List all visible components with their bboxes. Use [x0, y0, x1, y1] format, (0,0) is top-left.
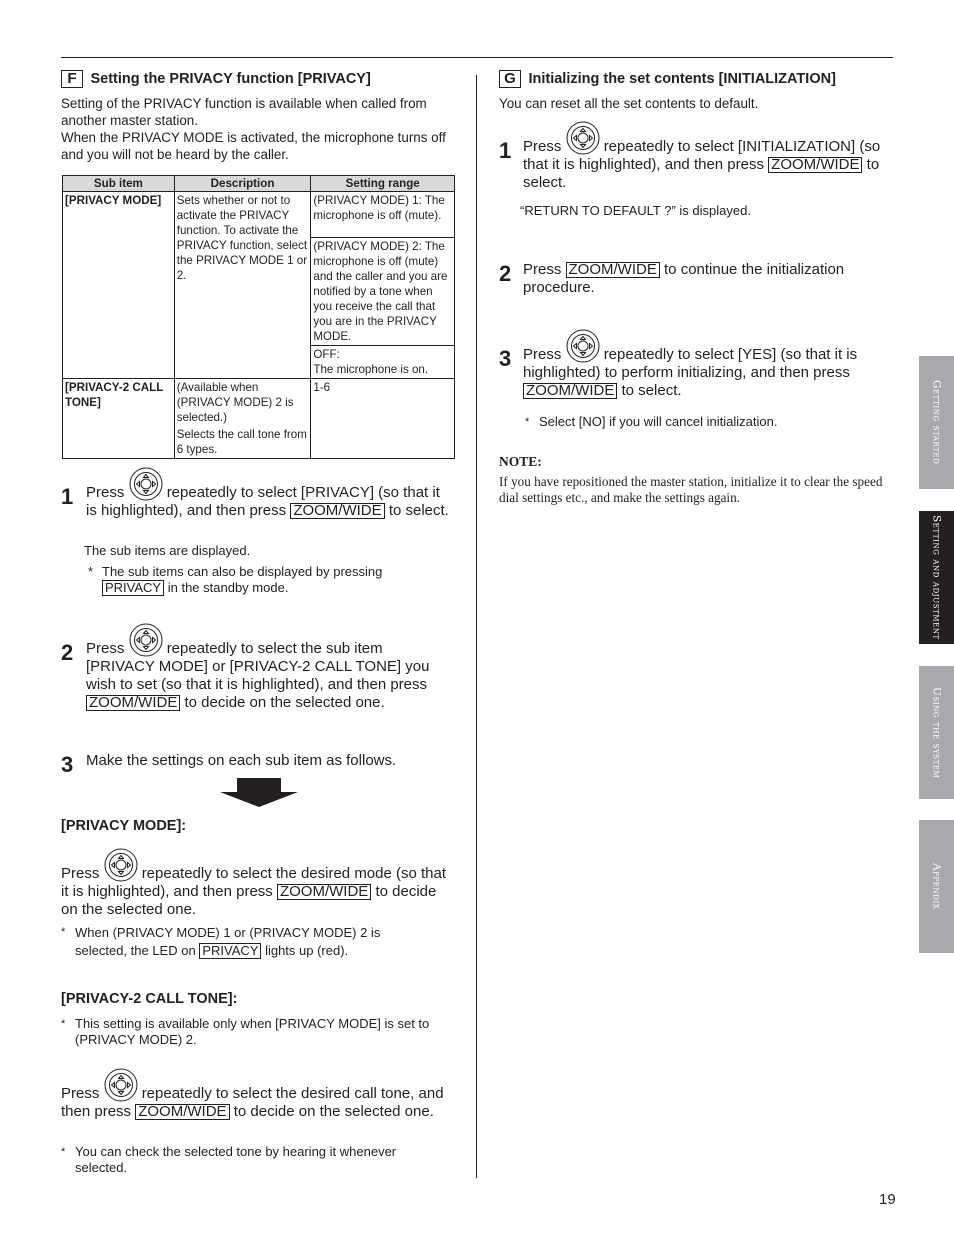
tab-setting-and-adjustment[interactable] — [919, 511, 954, 644]
note-text: The sub items can also be displayed by pressing — [102, 564, 383, 579]
step-number: 3 — [499, 346, 512, 371]
directional-pad-icon — [104, 848, 138, 882]
step-text: Press — [523, 138, 562, 155]
cell-description-line: Selects the call tone from 6 types. — [176, 428, 307, 456]
step-text: Press — [61, 865, 100, 882]
section-f-intro-2: When the PRIVACY MODE is activated, the microphone turns off and you will not be heard by the caller. — [61, 130, 446, 162]
section-g-header — [499, 70, 836, 88]
cell-range-tone: 1-6 — [311, 379, 455, 459]
call-tone-note-2: You can check the selected tone by hearing it whenever selected. — [75, 1144, 397, 1175]
note-text: in the standby mode. — [167, 580, 289, 595]
asterisk: * — [88, 564, 94, 579]
note-text: If you have repositioned the master station, initialize it to clear the speed dial settings etc., and make the settings again. — [499, 474, 883, 505]
privacy-key: PRIVACY — [102, 580, 164, 596]
tab-appendix[interactable] — [919, 820, 954, 953]
cell-range-off-desc: The microphone is on. — [313, 363, 429, 376]
section-f-header — [61, 70, 371, 88]
directional-pad-icon — [129, 623, 163, 657]
privacy-mode-heading: [PRIVACY MODE]: — [61, 818, 187, 834]
cell-sub-item: [PRIVACY MODE] — [63, 192, 175, 379]
tab-label: Appendix — [930, 863, 943, 910]
section-letter-g: G — [499, 70, 521, 88]
privacy-key: PRIVACY — [199, 943, 261, 959]
col-header-description: Description — [174, 176, 311, 192]
tab-label: Getting started — [930, 380, 943, 465]
down-arrow-icon — [218, 778, 300, 808]
step-text: to select. — [388, 502, 449, 519]
step-text: Press — [86, 640, 125, 657]
privacy-mode-text — [61, 848, 451, 919]
step-text: Press — [86, 484, 125, 501]
step-text: repeatedly to select [PRIVACY] (so that it is highlighted), and then press — [86, 484, 440, 519]
section-f-intro — [61, 95, 456, 163]
step-text: to select. — [523, 156, 880, 191]
step-number: 2 — [499, 261, 512, 286]
step-number: 1 — [61, 484, 74, 509]
zoom-wide-key: ZOOM/WIDE — [86, 695, 180, 711]
g-step-1-result: “RETURN TO DEFAULT ?” is displayed. — [520, 203, 751, 218]
g-step-3-note: Select [NO] if you will cancel initialization. — [539, 414, 778, 429]
cell-range-off-label: OFF: — [313, 348, 340, 361]
column-divider — [476, 75, 477, 1178]
step-text: repeatedly to select the desired mode (so that it is highlighted), and then press — [61, 865, 447, 900]
cell-range-off — [311, 346, 455, 379]
zoom-wide-key: ZOOM/WIDE — [523, 383, 617, 399]
section-letter-f: F — [61, 70, 83, 88]
call-tone-heading: [PRIVACY-2 CALL TONE]: — [61, 991, 238, 1007]
step-3-text: Make the settings on each sub item as follows. — [86, 752, 397, 769]
asterisk: * — [525, 416, 530, 428]
cell-description: Sets whether or not to activate the PRIVACY function. To activate the PRIVACY function, select the PRIVACY MODE 1 or 2. — [174, 192, 311, 379]
step-text: Press — [523, 261, 562, 278]
top-rule — [61, 57, 893, 58]
asterisk: * — [61, 926, 66, 938]
step-text: to continue the initialization procedure. — [523, 261, 845, 296]
table-row — [63, 379, 455, 459]
cell-range-mode2: (PRIVACY MODE) 2: The microphone is off (mute) and the caller and you are notified by a tone when you receive the call that you are in the PRIVACY MODE. — [311, 238, 455, 346]
note-text: When (PRIVACY MODE) 1 or (PRIVACY MODE) 2 is selected, the LED on — [75, 925, 381, 958]
zoom-wide-key: ZOOM/WIDE — [277, 884, 371, 900]
call-tone-note: This setting is available only when [PRIVACY MODE] is set to (PRIVACY MODE) 2. — [75, 1016, 430, 1047]
cell-description-line: (Available when (PRIVACY MODE) 2 is selected.) — [176, 381, 294, 424]
directional-pad-icon — [566, 329, 600, 363]
step-2-text — [86, 623, 454, 712]
note-label: NOTE: — [499, 454, 542, 469]
table-header-row — [63, 176, 455, 192]
step-text: repeatedly to select the sub item [PRIVACY MODE] or [PRIVACY-2 CALL TONE] you wish to set (so that it is highlighted), and then press — [86, 640, 430, 693]
note-text: lights up (red). — [265, 943, 349, 958]
zoom-wide-key: ZOOM/WIDE — [566, 262, 660, 278]
step-text: to decide on the selected one. — [233, 1103, 434, 1120]
directional-pad-icon — [129, 467, 163, 501]
step-1-text — [86, 467, 451, 520]
call-tone-text — [61, 1068, 453, 1121]
directional-pad-icon — [566, 121, 600, 155]
step-text: repeatedly to select the desired call tone, and then press — [61, 1085, 444, 1120]
asterisk: * — [61, 1146, 66, 1158]
step-text: repeatedly to select [INITIALIZATION] (so that it is highlighted), and then press — [523, 138, 881, 173]
section-f-intro-1: Setting of the PRIVACY function is available when called from another master station. — [61, 96, 427, 128]
step-1-result: The sub items are displayed. — [84, 543, 251, 558]
tab-using-the-system[interactable] — [919, 666, 954, 799]
directional-pad-icon — [104, 1068, 138, 1102]
col-header-setting-range: Setting range — [311, 176, 455, 192]
privacy-settings-table — [62, 175, 455, 459]
step-number: 1 — [499, 138, 512, 163]
step-number: 2 — [61, 640, 74, 665]
asterisk: * — [61, 1018, 66, 1030]
step-1-note — [102, 564, 442, 596]
tab-label: Using the system — [930, 686, 943, 779]
tab-label: Setting and adjustment — [930, 515, 943, 640]
g-step-3-text — [523, 329, 893, 400]
col-header-sub-item: Sub item — [63, 176, 175, 192]
privacy-mode-note — [75, 924, 420, 960]
g-step-1-text — [523, 121, 898, 192]
cell-range-mode1: (PRIVACY MODE) 1: The microphone is off (mute). — [311, 192, 455, 238]
cell-description — [174, 379, 311, 459]
tab-getting-started[interactable] — [919, 356, 954, 489]
table-row — [63, 192, 455, 238]
page-number: 19 — [879, 1191, 896, 1208]
section-g-title: Initializing the set contents [INITIALIZATION] — [528, 71, 836, 87]
section-g-intro: You can reset all the set contents to default. — [499, 96, 759, 111]
zoom-wide-key: ZOOM/WIDE — [135, 1104, 229, 1120]
step-text: to decide on the selected one. — [184, 694, 385, 711]
step-text: Press — [61, 1085, 100, 1102]
step-number: 3 — [61, 752, 74, 777]
step-text: to decide on the selected one. — [61, 883, 437, 918]
section-f-title: Setting the PRIVACY function [PRIVACY] — [90, 71, 371, 87]
step-text: to select. — [621, 382, 682, 399]
g-step-2-text — [523, 261, 883, 297]
zoom-wide-key: ZOOM/WIDE — [290, 503, 384, 519]
zoom-wide-key: ZOOM/WIDE — [768, 157, 862, 173]
step-text: Press — [523, 346, 562, 363]
step-text: repeatedly to select [YES] (so that it is highlighted) to perform initializing, and then press — [523, 346, 858, 381]
cell-sub-item: [PRIVACY-2 CALL TONE] — [63, 379, 175, 459]
